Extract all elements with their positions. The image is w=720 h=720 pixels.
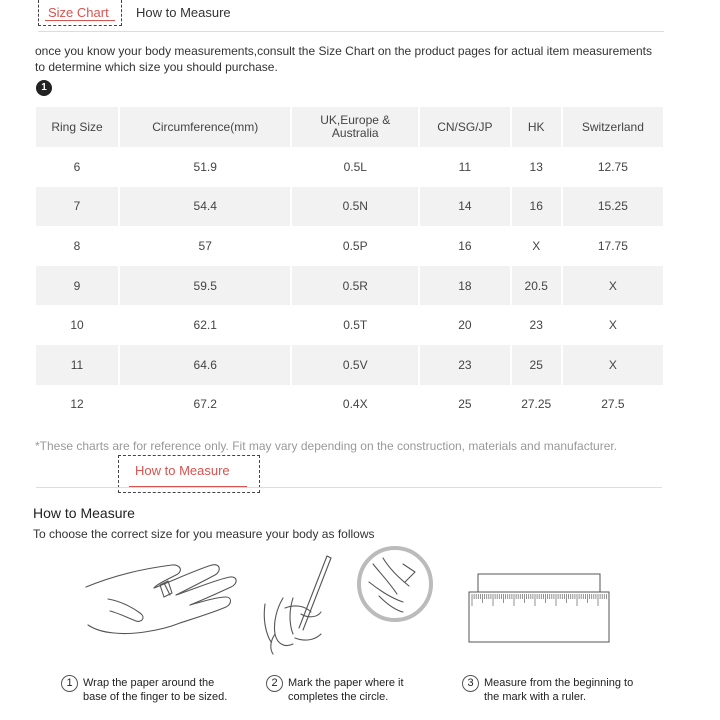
step-3-number: 3	[462, 675, 479, 692]
header-uk-europe-australia: UK,Europe & Australia	[290, 107, 418, 147]
tab-active-underline	[45, 20, 115, 21]
step-1-number: 1	[61, 675, 78, 692]
how-to-measure-tab-label: How to Measure	[135, 463, 230, 478]
table-row	[36, 147, 663, 187]
cell-uk: 0.4X	[290, 385, 418, 425]
step-3-line2: the mark with a ruler.	[484, 691, 587, 703]
table-row	[36, 266, 663, 306]
cell-hk: 23	[510, 305, 561, 345]
table-row	[36, 305, 663, 345]
cell-circumference: 67.2	[118, 385, 290, 425]
how-to-measure-title: How to Measure	[33, 505, 135, 521]
cell-switzerland: X	[561, 345, 663, 385]
cell-circumference: 64.6	[118, 345, 290, 385]
cell-ring-size: 12	[70, 397, 84, 412]
tab-divider	[38, 31, 664, 32]
step-2-line2: completes the circle.	[288, 691, 389, 703]
step-2-number: 2	[266, 675, 283, 692]
step-2-line1: Mark the paper where it	[288, 677, 404, 689]
cell-switzerland: X	[561, 305, 663, 345]
hand-mark-illustration	[255, 538, 445, 663]
tab-bar	[38, 0, 664, 26]
section-divider	[36, 487, 662, 488]
tab-size-chart-label: Size Chart	[48, 5, 109, 20]
cell-cn: 14	[418, 187, 510, 227]
step-1-line1: Wrap the paper around the	[83, 677, 215, 689]
cell-ring-size: 10	[70, 318, 84, 333]
cell-circumference: 57	[118, 226, 290, 266]
cell-ring-size: 9	[36, 266, 118, 306]
how-to-measure-subtitle: To choose the correct size for you measure your body as follows	[33, 527, 375, 541]
reference-note: *These charts are for reference only. Fit may vary depending on the construction, materials and manufacturer.	[35, 439, 618, 453]
header-hk: HK	[510, 107, 561, 147]
table-header-row	[36, 107, 663, 147]
cell-switzerland: 27.5	[561, 385, 663, 425]
cell-cn: 20	[418, 305, 510, 345]
cell-cn: 18	[418, 266, 510, 306]
cell-hk: 16	[510, 187, 561, 227]
cell-switzerland: 15.25	[561, 187, 663, 227]
cell-hk: 20.5	[510, 266, 561, 306]
cell-uk: 0.5N	[290, 187, 418, 227]
cell-cn: 25	[418, 385, 510, 425]
header-switzerland: Switzerland	[561, 107, 663, 147]
cell-cn: 23	[418, 345, 510, 385]
size-chart-table	[36, 107, 663, 424]
step-1-line2: base of the finger to be sized.	[83, 691, 228, 703]
cell-switzerland: 12.75	[561, 147, 663, 187]
intro-text: once you know your body measurements,consult the Size Chart on the product pages for actual item measurements to determine which size you should purchase.	[35, 44, 652, 74]
cell-uk: 0.5L	[290, 147, 418, 187]
header-cn-sg-jp: CN/SG/JP	[418, 107, 510, 147]
step-badge: 1	[36, 80, 52, 96]
ruler-illustration	[468, 573, 610, 643]
cell-hk: 13	[510, 147, 561, 187]
cell-circumference: 51.9	[118, 147, 290, 187]
tab-how-to-measure[interactable]: How to Measure	[136, 5, 231, 20]
cell-uk: 0.5T	[290, 305, 418, 345]
table-row	[36, 345, 663, 385]
cell-ring-size: 6	[73, 159, 81, 174]
cell-uk: 0.5P	[290, 226, 418, 266]
table-row	[36, 226, 663, 266]
cell-switzerland: X	[561, 266, 663, 306]
cell-hk: 27.25	[510, 385, 561, 425]
header-ring-size: Ring Size	[36, 107, 118, 147]
hand-wrap-illustration	[80, 555, 260, 655]
cell-uk: 0.5V	[290, 345, 418, 385]
cell-uk: 0.5R	[290, 266, 418, 306]
cell-circumference: 54.4	[118, 187, 290, 227]
cell-cn: 16	[418, 226, 510, 266]
cell-cn: 11	[418, 147, 510, 187]
table-row	[36, 385, 663, 425]
step-3-line1: Measure from the beginning to	[484, 677, 634, 689]
table-row	[36, 187, 663, 227]
cell-switzerland: 17.75	[561, 226, 663, 266]
tab-size-chart[interactable]	[38, 0, 122, 26]
cell-circumference: 62.1	[118, 305, 290, 345]
cell-ring-size: 11	[36, 345, 118, 385]
cell-hk: 25	[510, 345, 561, 385]
cell-ring-size: 8	[73, 238, 81, 253]
cell-circumference: 59.5	[118, 266, 290, 306]
header-circumference: Circumference(mm)	[118, 107, 290, 147]
cell-ring-size: 7	[36, 187, 118, 227]
cell-hk: X	[510, 226, 561, 266]
